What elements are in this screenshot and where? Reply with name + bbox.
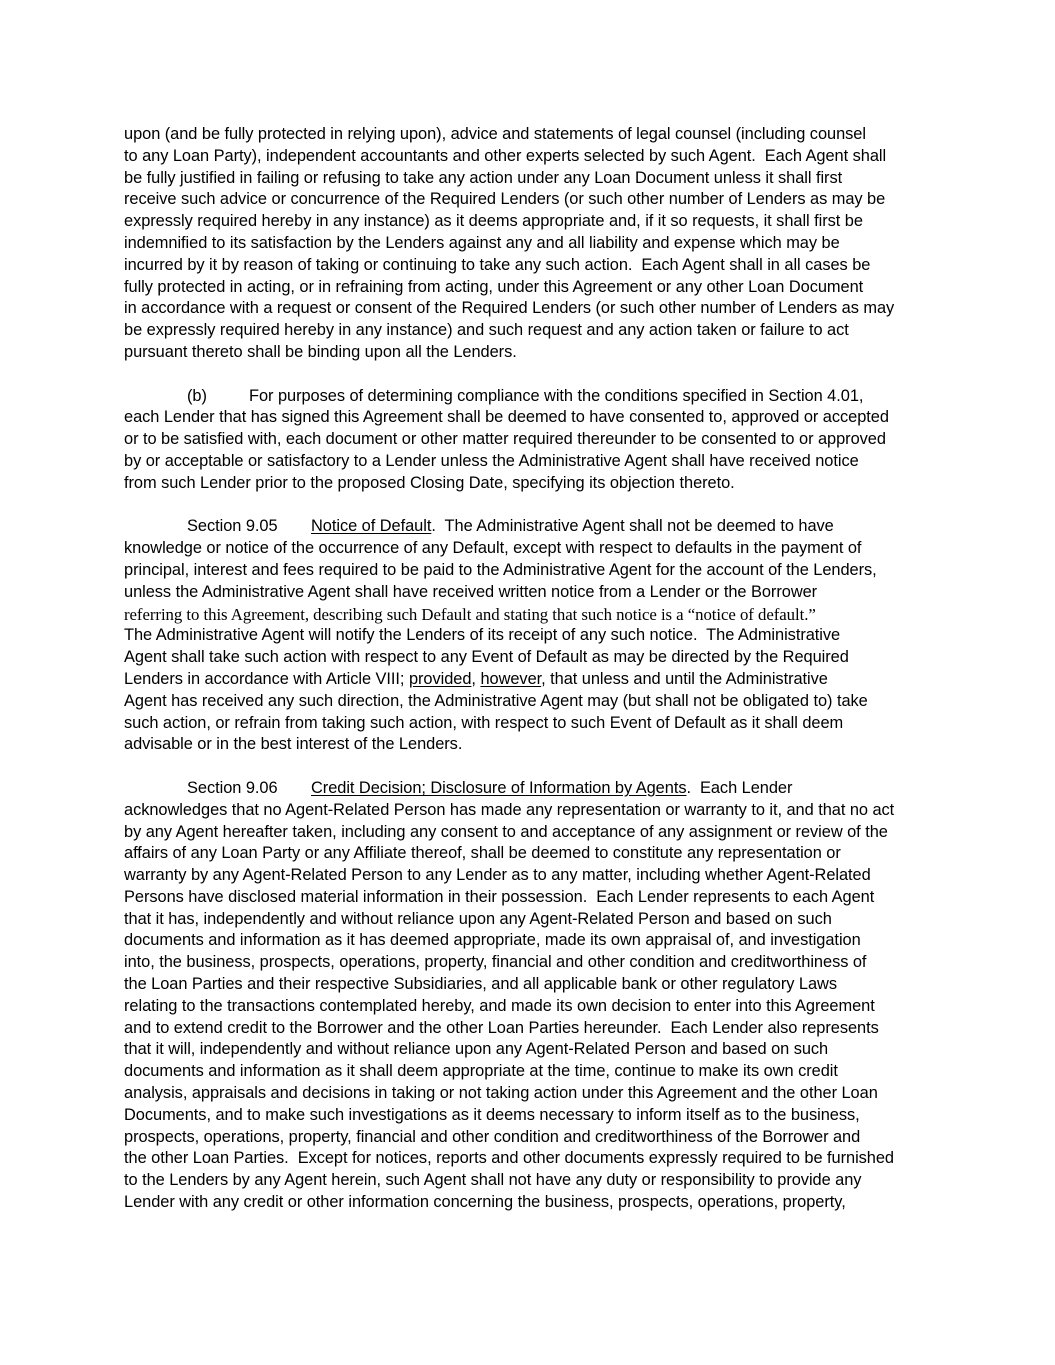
text-line: referring to this Agreement, describing such Default and stating that such notice is a “notice of default.”: [124, 604, 816, 624]
text-line: principal, interest and fees required to be paid to the Administrative Agent for the account of the Lenders,: [124, 560, 877, 579]
paragraph-gap: [124, 364, 932, 386]
paragraph-continuation: [124, 124, 932, 364]
text-line: [124, 669, 932, 691]
however-term: however: [480, 669, 542, 688]
text-line: advisable or in the best interest of the Lenders.: [124, 735, 463, 754]
text-line: [124, 778, 932, 800]
text-line: documents and information as it has deemed appropriate, made its own appraisal of, and investigation: [124, 931, 861, 950]
text-line: relating to the transactions contemplated hereby, and made its own decision to enter into this Agreement: [124, 996, 875, 1015]
text-line: to the Lenders by any Agent herein, such Agent shall not have any duty or responsibility to provide any: [124, 1171, 862, 1190]
text-line: be fully justified in failing or refusing to take any action under any Loan Document unless it shall first: [124, 168, 843, 187]
text-line: that it will, independently and without reliance upon any Agent-Related Person and based on such: [124, 1040, 829, 1059]
text-line: by or acceptable or satisfactory to a Lender unless the Administrative Agent shall have received notice: [124, 451, 859, 470]
text-line: [124, 386, 932, 408]
text-line: indemnified to its satisfaction by the Lenders against any and all liability and expense which may be: [124, 233, 840, 252]
document-page: [124, 124, 932, 1214]
text-line: incurred by it by reason of taking or continuing to take any such action. Each Agent shall in all cases be: [124, 255, 871, 274]
text-line: fully protected in acting, or in refraining from acting, under this Agreement or any other Loan Document: [124, 277, 864, 296]
text-line: analysis, appraisals and decisions in taking or not taking action under this Agreement and the other Loan: [124, 1084, 878, 1103]
provided-term: provided: [408, 669, 472, 688]
section-number: Section 9.05: [187, 517, 278, 536]
text-line: receive such advice or concurrence of the Required Lenders (or such other number of Lenders as may be: [124, 190, 886, 209]
paragraph-gap: [124, 756, 932, 778]
text-line: Persons have disclosed material information in their possession. Each Lender represents to each Agent: [124, 887, 875, 906]
text-line: Lender with any credit or other information concerning the business, prospects, operations, property,: [124, 1193, 846, 1212]
text-line: knowledge or notice of the occurrence of any Default, except with respect to defaults in the payment of: [124, 539, 862, 558]
text-line: from such Lender prior to the proposed Closing Date, specifying its objection thereto.: [124, 473, 735, 492]
text-line: or to be satisfied with, each document or other matter required thereunder to be consented to or approved: [124, 430, 886, 449]
clause-label: (b): [187, 386, 207, 405]
text-line: that it has, independently and without reliance upon any Agent-Related Person and based on such: [124, 909, 832, 928]
text-line: in accordance with a request or consent of the Required Lenders (or such other number of Lenders as may: [124, 299, 895, 318]
proviso-prefix: Lenders in accordance with Article VIII;: [124, 669, 409, 688]
text-line: pursuant thereto shall be binding upon all the Lenders.: [124, 342, 517, 361]
text-line: documents and information as it shall deem appropriate at the time, continue to make its own credit: [124, 1062, 838, 1081]
section-9-05: [124, 516, 932, 756]
text-line: upon (and be fully protected in relying upon), advice and statements of legal counsel (including counsel: [124, 125, 866, 143]
proviso-suffix: , that unless and until the Administrative: [541, 669, 828, 688]
text-line: expressly required hereby in any instance) as it deems appropriate and, if it so requests, it shall first be: [124, 212, 863, 231]
text-line: into, the business, prospects, operations, property, financial and other condition and creditworthiness of: [124, 953, 867, 972]
text-line: by any Agent hereafter taken, including any consent to and acceptance of any assignment or review of the: [124, 822, 888, 841]
paragraph-b: [124, 386, 932, 495]
section-heading: Notice of Default: [311, 517, 432, 536]
text-line: the Loan Parties and their respective Subsidiaries, and all applicable bank or other regulatory Laws: [124, 975, 837, 994]
section-first-line: . The Administrative Agent shall not be deemed to have: [431, 517, 834, 536]
text-line: Agent has received any such direction, the Administrative Agent may (but shall not be obligated to) take: [124, 691, 868, 710]
text-line: each Lender that has signed this Agreement shall be deemed to have consented to, approved or accepted: [124, 408, 889, 427]
text-line: acknowledges that no Agent-Related Person has made any representation or warranty to it, and that no act: [124, 800, 895, 819]
text-line: unless the Administrative Agent shall have received written notice from a Lender or the Borrower: [124, 582, 818, 601]
text-line: Agent shall take such action with respect to any Event of Default as may be directed by the Required: [124, 648, 849, 667]
text-line: be expressly required hereby in any instance) and such request and any action taken or failure to act: [124, 321, 849, 340]
text-line: warranty by any Agent-Related Person to any Lender as to any matter, including whether Agent-Related: [124, 866, 871, 885]
proviso-comma: ,: [471, 669, 481, 688]
section-number: Section 9.06: [187, 778, 278, 797]
section-heading: Credit Decision; Disclosure of Information by Agents: [311, 778, 687, 797]
text-line: Documents, and to make such investigations as it deems necessary to inform itself as to the business,: [124, 1105, 860, 1124]
section-9-06: [124, 778, 932, 1214]
section-first-line: . Each Lender: [686, 778, 793, 797]
text-line: the other Loan Parties. Except for notices, reports and other documents expressly required to be furnished: [124, 1149, 894, 1168]
paragraph-gap: [124, 495, 932, 517]
clause-first-line: For purposes of determining compliance with the conditions specified in Section 4.01,: [249, 386, 864, 405]
text-line: affairs of any Loan Party or any Affiliate thereof, shall be deemed to constitute any representation or: [124, 844, 841, 863]
text-line: [124, 516, 932, 538]
text-line: such action, or refrain from taking such action, with respect to such Event of Default as it shall deem: [124, 713, 844, 732]
text-line: The Administrative Agent will notify the Lenders of its receipt of any such notice. The Administrative: [124, 626, 841, 645]
text-line: prospects, operations, property, financial and other condition and creditworthiness of the Borrower and: [124, 1127, 861, 1146]
text-line: and to extend credit to the Borrower and the other Loan Parties hereunder. Each Lender also represents: [124, 1018, 879, 1037]
text-line: to any Loan Party), independent accountants and other experts selected by such Agent. Each Agent shall: [124, 146, 887, 165]
